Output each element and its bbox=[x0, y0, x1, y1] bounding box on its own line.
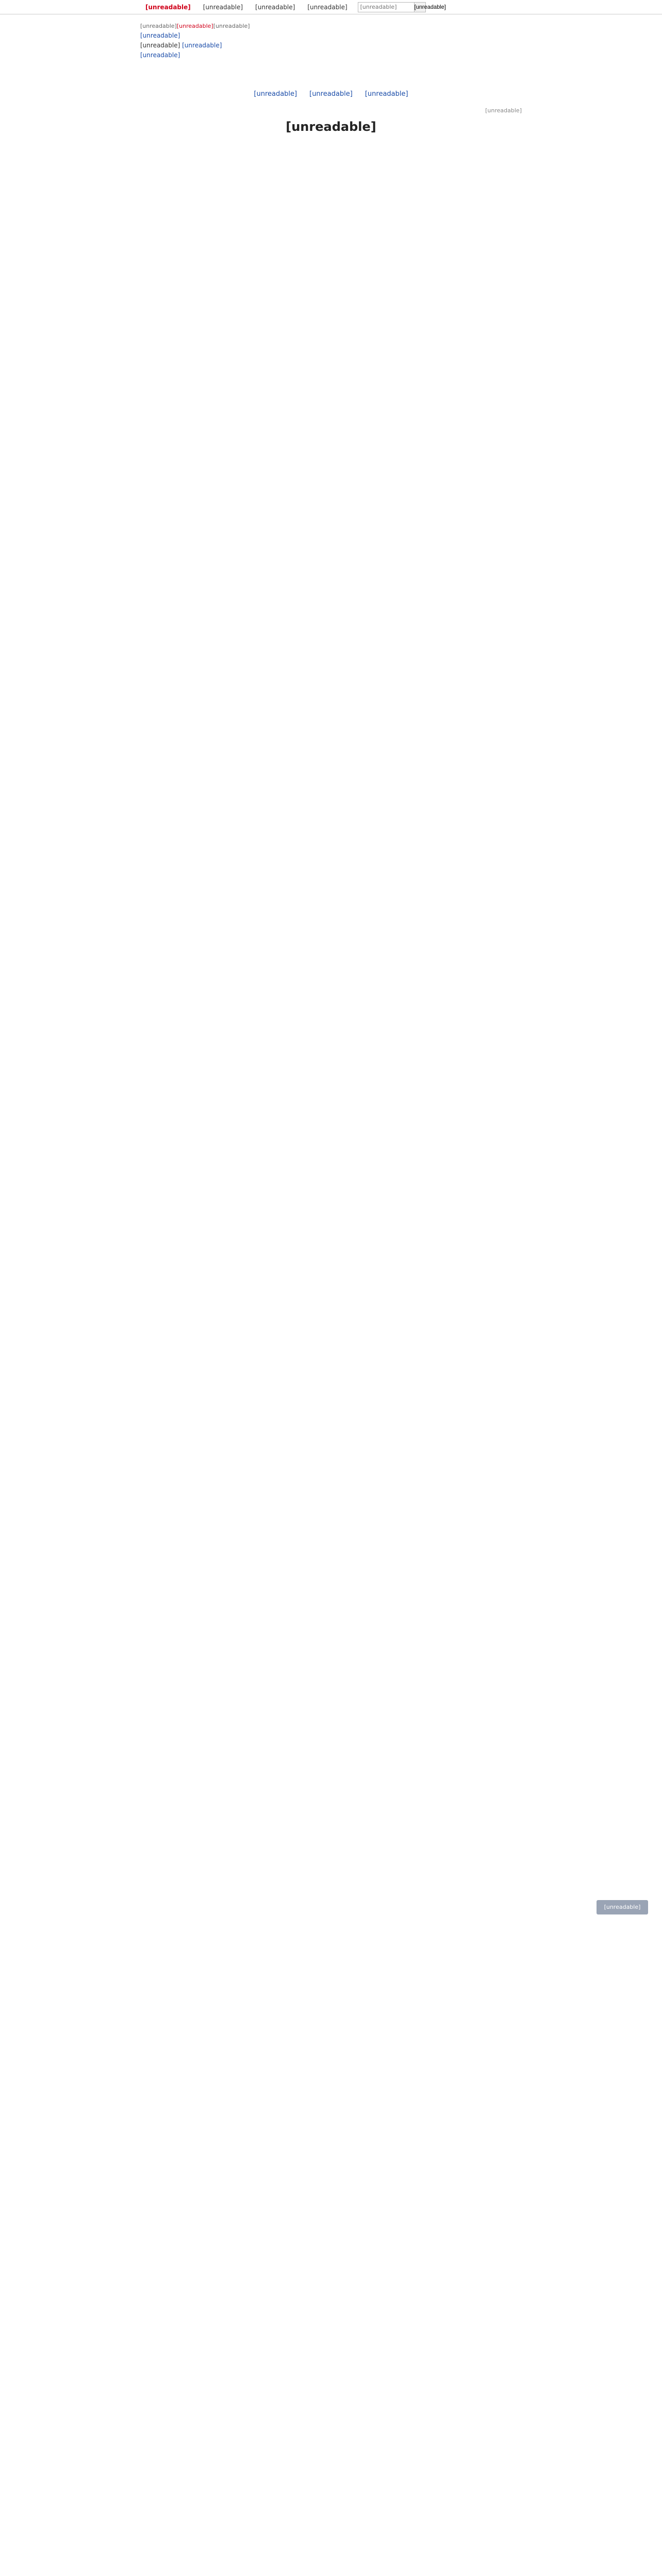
novel-paragraph bbox=[155, 997, 507, 1010]
novel-paragraph bbox=[155, 933, 507, 946]
novel-paragraph bbox=[155, 250, 507, 263]
novel-paragraph bbox=[155, 959, 507, 972]
novel-paragraph bbox=[155, 1976, 507, 1989]
novel-paragraph bbox=[155, 856, 507, 869]
novel-paragraph bbox=[155, 2195, 507, 2208]
novel-paragraph bbox=[155, 1307, 507, 1319]
novel-paragraph bbox=[155, 456, 507, 469]
novel-paragraph bbox=[155, 2543, 507, 2556]
author-link[interactable]: [unreadable] bbox=[182, 41, 222, 49]
novel-paragraph bbox=[155, 778, 507, 791]
novel-paragraph bbox=[155, 1345, 507, 1358]
novel-paragraph bbox=[155, 1667, 507, 1680]
novel-paragraph bbox=[155, 1500, 507, 1513]
novel-paragraph bbox=[155, 1088, 507, 1100]
novel-paragraph bbox=[155, 2028, 507, 2041]
notice-login-link[interactable]: [unreadable] bbox=[176, 23, 213, 29]
novel-paragraph bbox=[155, 1848, 507, 1860]
novel-paragraph bbox=[155, 1358, 507, 1371]
novel-paragraph bbox=[155, 1448, 507, 1461]
novel-paragraph bbox=[155, 225, 507, 238]
novel-paragraph bbox=[155, 1616, 507, 1629]
search-button[interactable]: [unreadable] bbox=[415, 2, 426, 12]
novel-paragraph bbox=[155, 2453, 507, 2466]
index-link[interactable]: [unreadable] bbox=[309, 90, 353, 98]
novel-paragraph bbox=[155, 882, 507, 894]
novel-paragraph bbox=[155, 740, 507, 753]
novel-paragraph bbox=[155, 1036, 507, 1049]
author-line bbox=[140, 41, 522, 50]
novel-paragraph bbox=[155, 2041, 507, 2054]
novel-paragraph bbox=[155, 212, 507, 225]
novel-paragraph bbox=[155, 2285, 507, 2298]
novel-paragraph bbox=[155, 1062, 507, 1075]
series-line bbox=[140, 31, 522, 41]
novel-paragraph bbox=[155, 637, 507, 650]
novel-paragraph bbox=[155, 1139, 507, 1152]
novel-paragraph bbox=[155, 2157, 507, 2170]
next-chapter-link[interactable]: [unreadable] bbox=[365, 90, 408, 98]
novel-paragraph bbox=[155, 1474, 507, 1487]
page-meta: [unreadable] bbox=[485, 107, 522, 114]
novel-paragraph bbox=[155, 1822, 507, 1835]
novel-paragraph bbox=[155, 946, 507, 959]
novel-paragraph bbox=[155, 1706, 507, 1719]
novel-paragraph bbox=[155, 2079, 507, 2092]
novel-paragraph bbox=[155, 276, 507, 289]
search-box bbox=[358, 2, 446, 12]
novel-paragraph bbox=[155, 328, 507, 341]
novel-paragraph bbox=[155, 353, 507, 366]
novel-paragraph bbox=[155, 1513, 507, 1526]
novel-paragraph bbox=[155, 469, 507, 482]
novel-paragraph bbox=[155, 1654, 507, 1667]
novel-paragraph bbox=[155, 843, 507, 856]
novel-paragraph bbox=[155, 1899, 507, 1912]
novel-paragraph bbox=[155, 366, 507, 379]
novel-paragraph bbox=[155, 341, 507, 353]
novel-paragraph bbox=[155, 1564, 507, 1577]
nav-tab-2[interactable]: [unreadable] bbox=[255, 3, 295, 11]
novel-paragraph bbox=[155, 2517, 507, 2530]
chapter-nav bbox=[140, 90, 522, 98]
novel-paragraph bbox=[155, 2247, 507, 2260]
novel-paragraph bbox=[155, 2337, 507, 2350]
novel-paragraph bbox=[155, 1152, 507, 1165]
novel-paragraph bbox=[155, 572, 507, 585]
novel-paragraph bbox=[155, 315, 507, 328]
novel-paragraph bbox=[155, 2015, 507, 2028]
novel-paragraph bbox=[155, 2530, 507, 2543]
novel-paragraph bbox=[155, 160, 507, 173]
novel-paragraph bbox=[155, 2440, 507, 2453]
novel-paragraph bbox=[155, 2376, 507, 2388]
novel-paragraph bbox=[155, 585, 507, 598]
novel-paragraph bbox=[155, 2105, 507, 2118]
novel-paragraph bbox=[155, 2504, 507, 2517]
novel-paragraph bbox=[155, 1757, 507, 1770]
novel-paragraph bbox=[155, 547, 507, 560]
novel-paragraph bbox=[155, 1113, 507, 1126]
novel-paragraph bbox=[155, 1435, 507, 1448]
novel-paragraph bbox=[155, 817, 507, 830]
novel-paragraph bbox=[155, 444, 507, 456]
login-notice bbox=[140, 22, 522, 31]
novel-paragraph bbox=[155, 1951, 507, 1963]
novel-paragraph bbox=[155, 650, 507, 663]
nav-tab-1[interactable]: [unreadable] bbox=[203, 3, 243, 11]
novel-paragraph bbox=[155, 598, 507, 611]
novel-paragraph bbox=[155, 2427, 507, 2440]
novel-paragraph bbox=[155, 1023, 507, 1036]
novel-paragraph bbox=[155, 147, 507, 160]
novel-paragraph bbox=[155, 508, 507, 521]
series-title-link[interactable]: [unreadable] bbox=[140, 31, 180, 39]
novel-paragraph bbox=[155, 2363, 507, 2376]
novel-paragraph bbox=[155, 2311, 507, 2324]
novel-paragraph bbox=[155, 894, 507, 907]
novel-paragraph bbox=[155, 972, 507, 985]
novel-paragraph bbox=[155, 701, 507, 714]
novel-paragraph bbox=[155, 1873, 507, 1886]
novel-paragraph bbox=[155, 534, 507, 547]
novel-paragraph bbox=[155, 1796, 507, 1809]
novel-paragraph bbox=[155, 2298, 507, 2311]
novel-paragraph bbox=[155, 1719, 507, 1732]
novel-paragraph bbox=[155, 2144, 507, 2157]
novel-paragraph bbox=[155, 804, 507, 817]
story-title-link[interactable]: [unreadable] bbox=[140, 51, 180, 59]
novel-paragraph bbox=[155, 2092, 507, 2105]
novel-paragraph bbox=[155, 2170, 507, 2182]
novel-paragraph bbox=[155, 2221, 507, 2234]
novel-paragraph bbox=[155, 392, 507, 405]
novel-paragraph bbox=[155, 1603, 507, 1616]
novel-paragraph bbox=[155, 1319, 507, 1332]
novel-paragraph bbox=[155, 2118, 507, 2131]
novel-paragraph bbox=[155, 1912, 507, 1925]
novel-paragraph bbox=[155, 1410, 507, 1422]
novel-paragraph bbox=[155, 920, 507, 933]
novel-paragraph bbox=[155, 2234, 507, 2247]
novel-paragraph bbox=[155, 2324, 507, 2337]
novel-paragraph bbox=[155, 714, 507, 727]
novel-paragraph bbox=[155, 1860, 507, 1873]
novel-paragraph bbox=[155, 1178, 507, 1191]
novel-paragraph bbox=[155, 1577, 507, 1590]
novel-paragraph bbox=[155, 1397, 507, 1410]
novel-paragraph bbox=[155, 1744, 507, 1757]
novel-paragraph bbox=[155, 2401, 507, 2414]
novel-paragraph bbox=[155, 1294, 507, 1307]
nav-tab-3[interactable]: [unreadable] bbox=[307, 3, 347, 11]
novel-paragraph bbox=[155, 1925, 507, 1938]
novel-paragraph bbox=[155, 2492, 507, 2504]
novel-paragraph bbox=[155, 2414, 507, 2427]
novel-paragraph bbox=[155, 186, 507, 199]
novel-paragraph bbox=[155, 1551, 507, 1564]
novel-paragraph bbox=[155, 624, 507, 637]
novel-paragraph bbox=[155, 173, 507, 186]
novel-paragraph bbox=[155, 1629, 507, 1641]
novel-paragraph bbox=[155, 431, 507, 444]
chapter-title: [unreadable] bbox=[286, 120, 376, 134]
main-content bbox=[140, 14, 641, 2576]
novel-paragraph bbox=[155, 1216, 507, 1229]
novel-paragraph bbox=[155, 727, 507, 740]
novel-paragraph bbox=[155, 1590, 507, 1603]
novel-paragraph bbox=[155, 830, 507, 843]
novel-paragraph bbox=[155, 985, 507, 997]
author-prefix: [unreadable] bbox=[140, 41, 180, 49]
novel-paragraph bbox=[155, 1487, 507, 1500]
page-top-button[interactable]: [unreadable] bbox=[597, 1900, 648, 1914]
novel-paragraph bbox=[155, 2002, 507, 2015]
novel-paragraph bbox=[155, 1371, 507, 1384]
novel-paragraph bbox=[155, 2569, 507, 2576]
novel-paragraph bbox=[155, 766, 507, 778]
novel-paragraph bbox=[155, 675, 507, 688]
novel-paragraph bbox=[155, 1422, 507, 1435]
novel-paragraph bbox=[155, 1075, 507, 1088]
novel-paragraph bbox=[155, 2182, 507, 2195]
novel-paragraph bbox=[155, 1732, 507, 1744]
novel-paragraph bbox=[155, 379, 507, 392]
novel-paragraph bbox=[155, 663, 507, 675]
novel-paragraph bbox=[155, 199, 507, 212]
novel-paragraph bbox=[155, 289, 507, 302]
notice-text-after: [unreadable] bbox=[213, 23, 250, 29]
novel-paragraph bbox=[155, 2388, 507, 2401]
novel-paragraph bbox=[155, 1204, 507, 1216]
novel-paragraph bbox=[155, 1938, 507, 1951]
novel-paragraph bbox=[155, 1384, 507, 1397]
novel-paragraph bbox=[155, 2556, 507, 2569]
novel-paragraph bbox=[155, 2273, 507, 2285]
novel-paragraph bbox=[155, 2479, 507, 2492]
novel-paragraph bbox=[155, 1281, 507, 1294]
novel-paragraph bbox=[155, 1963, 507, 1976]
novel-paragraph bbox=[155, 2131, 507, 2144]
novel-paragraph bbox=[155, 560, 507, 572]
novel-paragraph bbox=[155, 869, 507, 882]
novel-paragraph bbox=[155, 1693, 507, 1706]
novel-paragraph bbox=[155, 2054, 507, 2066]
top-nav-bar bbox=[0, 0, 662, 14]
novel-paragraph bbox=[155, 521, 507, 534]
novel-paragraph bbox=[155, 2260, 507, 2273]
novel-paragraph bbox=[155, 753, 507, 766]
novel-paragraph bbox=[155, 302, 507, 315]
novel-paragraph bbox=[155, 907, 507, 920]
novel-paragraph bbox=[155, 791, 507, 804]
novel-paragraph bbox=[155, 1255, 507, 1268]
story-header bbox=[140, 22, 522, 60]
novel-paragraph bbox=[155, 1835, 507, 1848]
novel-paragraph bbox=[155, 2350, 507, 2363]
novel-paragraph bbox=[155, 1242, 507, 1255]
novel-paragraph bbox=[155, 238, 507, 250]
novel-paragraph bbox=[155, 1165, 507, 1178]
novel-paragraph bbox=[155, 1641, 507, 1654]
novel-paragraph bbox=[155, 1268, 507, 1281]
novel-paragraph bbox=[155, 2466, 507, 2479]
novel-paragraph bbox=[155, 1989, 507, 2002]
novel-paragraph bbox=[155, 1126, 507, 1139]
novel-paragraph bbox=[155, 1538, 507, 1551]
notice-text-before: [unreadable] bbox=[140, 23, 177, 29]
novel-paragraph bbox=[155, 418, 507, 431]
prev-chapter-link[interactable]: [unreadable] bbox=[254, 90, 297, 98]
novel-paragraph bbox=[155, 1680, 507, 1693]
novel-paragraph bbox=[155, 1886, 507, 1899]
novel-paragraph bbox=[155, 2066, 507, 2079]
novel-paragraph bbox=[155, 1100, 507, 1113]
novel-paragraph bbox=[155, 611, 507, 624]
login-tab[interactable]: [unreadable] bbox=[145, 3, 191, 11]
novel-paragraph bbox=[155, 405, 507, 418]
novel-paragraph bbox=[155, 2208, 507, 2221]
novel-paragraph bbox=[155, 1229, 507, 1242]
novel-paragraph bbox=[155, 495, 507, 508]
novel-paragraph bbox=[155, 1809, 507, 1822]
search-input[interactable] bbox=[358, 2, 415, 12]
novel-paragraph bbox=[155, 1049, 507, 1062]
novel-paragraph bbox=[155, 1770, 507, 1783]
novel-paragraph bbox=[155, 1332, 507, 1345]
novel-paragraph bbox=[155, 1526, 507, 1538]
novel-paragraph bbox=[155, 263, 507, 276]
novel-body bbox=[140, 147, 522, 2576]
novel-paragraph bbox=[155, 1783, 507, 1796]
novel-paragraph bbox=[155, 1191, 507, 1204]
novel-paragraph bbox=[155, 1461, 507, 1474]
novel-paragraph bbox=[155, 1010, 507, 1023]
novel-paragraph bbox=[155, 482, 507, 495]
novel-paragraph bbox=[155, 688, 507, 701]
